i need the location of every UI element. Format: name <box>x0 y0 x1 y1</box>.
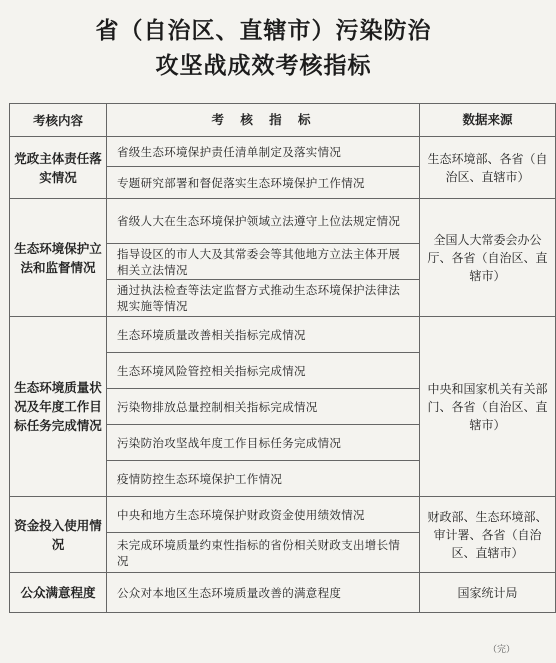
data-source-cell: 财政部、生态环境部、审计署、各省（自治区、直辖市） <box>420 497 556 573</box>
indicator-cell: 污染防治攻坚战年度工作目标任务完成情况 <box>107 425 420 461</box>
data-source-cell: 中央和国家机关有关部门、各省（自治区、直辖市） <box>420 317 556 497</box>
page-title-line-2: 攻坚战成效考核指标 <box>155 52 372 79</box>
category-cell: 生态环境保护立法和监督情况 <box>10 199 107 317</box>
end-mark: （完） <box>487 645 515 655</box>
table-row <box>10 497 556 533</box>
indicator-cell: 省级生态环境保护责任清单制定及落实情况 <box>107 137 420 167</box>
indicator-cell: 公众对本地区生态环境质量改善的满意程度 <box>107 573 420 613</box>
table-row <box>10 573 556 613</box>
indicator-cell: 生态环境风险管控相关指标完成情况 <box>107 353 420 389</box>
header-category: 考核内容 <box>10 104 107 137</box>
category-cell: 资金投入使用情况 <box>10 497 107 573</box>
table-row <box>10 199 556 244</box>
indicator-cell: 污染物排放总量控制相关指标完成情况 <box>107 389 420 425</box>
indicator-cell: 通过执法检查等法定监督方式推动生态环境保护法律法规实施等情况 <box>107 280 420 317</box>
category-cell: 公众满意程度 <box>10 573 107 613</box>
indicator-cell: 未完成环境质量约束性指标的省份相关财政支出增长情况 <box>107 533 420 573</box>
assessment-table <box>9 103 556 613</box>
table-row <box>10 137 556 167</box>
indicator-cell: 中央和地方生态环境保护财政资金使用绩效情况 <box>107 497 420 533</box>
table-header-row <box>10 104 556 137</box>
header-source: 数据来源 <box>420 104 556 137</box>
data-source-cell: 生态环境部、各省（自治区、直辖市） <box>420 137 556 199</box>
indicator-cell: 省级人大在生态环境保护领域立法遵守上位法规定情况 <box>107 199 420 244</box>
category-cell: 党政主体责任落实情况 <box>10 137 107 199</box>
indicator-cell: 疫情防控生态环境保护工作情况 <box>107 461 420 497</box>
data-source-cell: 国家统计局 <box>420 573 556 613</box>
table-row <box>10 317 556 353</box>
indicator-cell: 专题研究部署和督促落实生态环境保护工作情况 <box>107 167 420 199</box>
indicator-cell: 生态环境质量改善相关指标完成情况 <box>107 317 420 353</box>
data-source-cell: 全国人大常委会办公厅、各省（自治区、直辖市） <box>420 199 556 317</box>
category-cell: 生态环境质量状况及年度工作目标任务完成情况 <box>10 317 107 497</box>
header-indicators: 考 核 指 标 <box>107 104 420 137</box>
page-title-line-1: 省（自治区、直辖市）污染防治 <box>95 17 432 44</box>
indicator-cell: 指导设区的市人大及其常委会等其他地方立法主体开展相关立法情况 <box>107 244 420 280</box>
